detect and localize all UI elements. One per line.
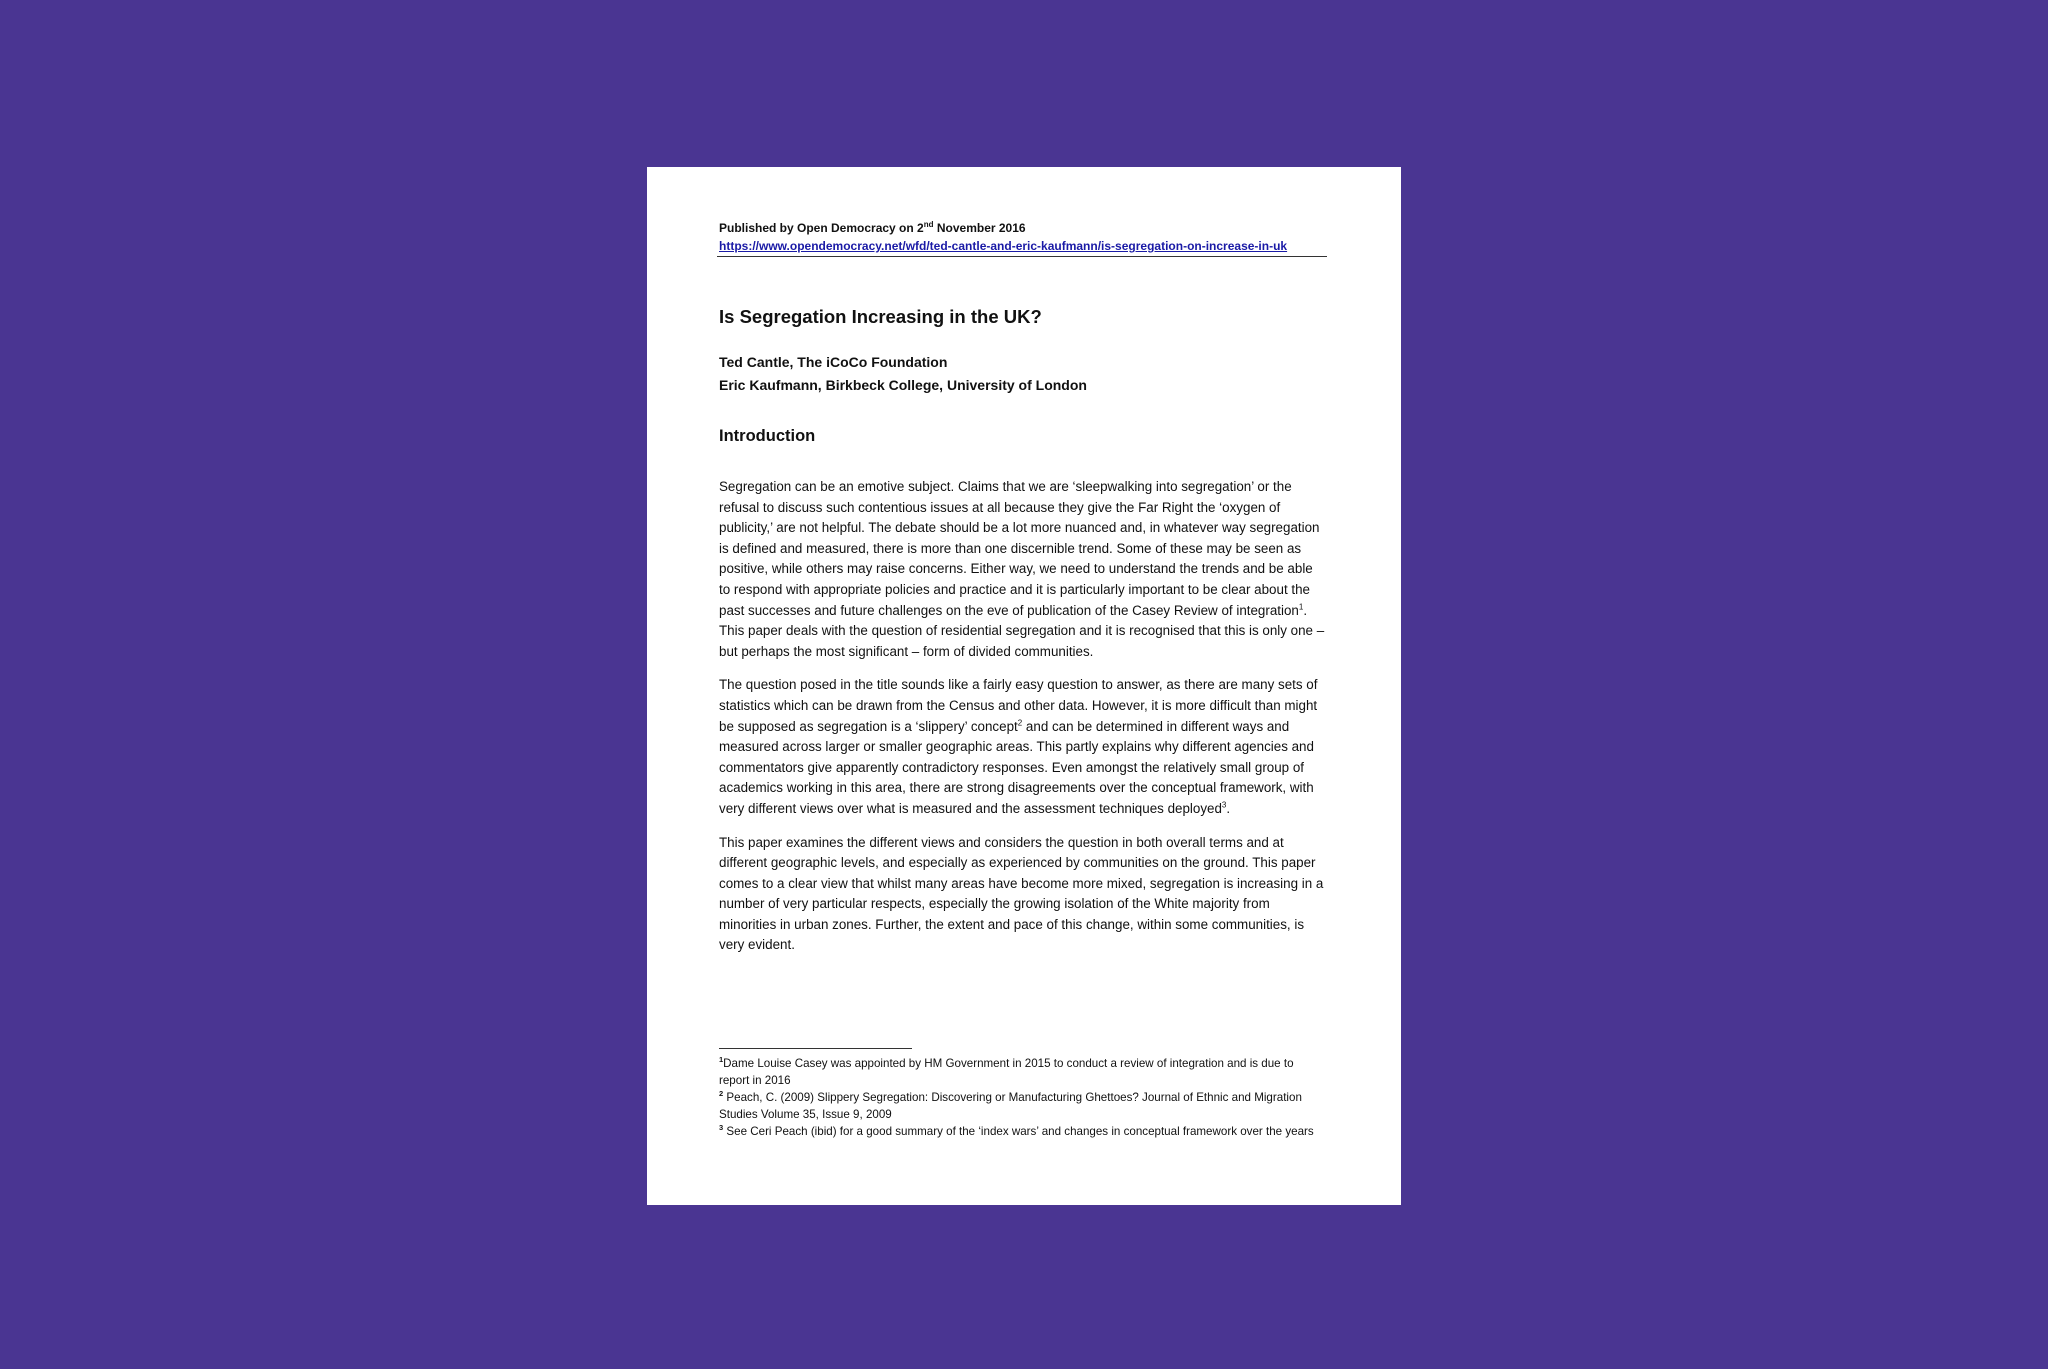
body-paragraph [719, 477, 1325, 662]
paragraph-text: . [1226, 800, 1231, 816]
footnote-text: See Ceri Peach (ibid) for a good summary of the ‘index wars’ and changes in conceptual framework over the years [723, 1125, 1314, 1139]
paragraph-text: Segregation can be an emotive subject. Claims that we are ‘sleepwalking into segregation’ or the refusal to discuss such contentious issues at all because they give the Far Right the ‘oxygen of publicity,’ are not helpful. The debate should be a lot more nuanced and, in whatever way segregation is defined and measured, there is more than one discernible trend. Some of these may be seen as positive, while others may raise concerns. Either way, we need to understand the trends and be able to respond with appropriate policies and practice and it is particularly important to be clear about the past successes and future challenges on the eve of publication of the Casey Review of integration [719, 479, 1320, 618]
footnote-number: 3 [719, 1123, 724, 1133]
footnote [719, 1089, 1325, 1123]
footnote-number: 2 [719, 1089, 724, 1099]
footnote-list [719, 1055, 1325, 1140]
publication-suffix: November 2016 [933, 221, 1026, 235]
footnote-text: Peach, C. (2009) Slippery Segregation: Discovering or Manufacturing Ghettoes? Journal of Ethnic and Migration Studies Volume 35, Issue 9, 2009 [719, 1091, 1302, 1122]
footnote-divider [719, 1048, 912, 1049]
header-divider [717, 256, 1327, 257]
section-heading: Introduction [719, 427, 816, 445]
footnote-ref: 1 [1298, 602, 1304, 612]
source-link[interactable]: https://www.opendemocracy.net/wfd/ted-cantle-and-eric-kaufmann/is-segregation-on-increase-in-uk [719, 239, 1288, 253]
author-line: Ted Cantle, The iCoCo Foundation [719, 354, 948, 370]
footnote-text: Dame Louise Casey was appointed by HM Government in 2015 to conduct a review of integration and is due to report in 2016 [719, 1057, 1294, 1088]
footnote-ref: 2 [1017, 718, 1023, 728]
footnote [719, 1055, 1325, 1089]
author-line: Eric Kaufmann, Birkbeck College, University of London [719, 377, 1087, 393]
body-paragraph [719, 675, 1325, 819]
document-title: Is Segregation Increasing in the UK? [719, 306, 1042, 327]
footnote-number: 1 [719, 1055, 724, 1065]
document-page [647, 167, 1401, 1205]
author-list [719, 351, 1325, 397]
footnote [719, 1123, 1325, 1140]
body-paragraph: This paper examines the different views and considers the question in both overall terms and at different geographic levels, and especially as experienced by communities on the ground. This paper comes to a clear view that whilst many areas have become more mixed, segregation is increasing in a number of very particular respects, especially the growing isolation of the White majority from minorities in urban zones. Further, the extent and pace of this change, within some communities, is very evident. [719, 834, 1324, 953]
paragraph-text: . This paper deals with the question of residential segregation and it is recognised that this is only one – but perhaps the most significant – form of divided communities. [719, 602, 1325, 659]
paragraph-text: and can be determined in different ways and measured across larger or smaller geographic areas. This partly explains why different agencies and commentators give apparently contradictory responses. Even amongst the relatively small group of academics working in this area, there are strong disagreements over the conceptual framework, with very different views over what is measured and the assessment techniques deployed [719, 718, 1314, 816]
publication-ordinal: nd [923, 220, 934, 229]
footnote-ref: 3 [1221, 800, 1227, 810]
publication-line [719, 219, 1325, 237]
paragraph-text: The question posed in the title sounds like a fairly easy question to answer, as there are many sets of statistics which can be drawn from the Census and other data. However, it is more difficult than might be supposed as segregation is a ‘slippery’ concept [719, 677, 1318, 734]
publication-prefix: Published by Open Democracy on 2 [719, 221, 924, 235]
